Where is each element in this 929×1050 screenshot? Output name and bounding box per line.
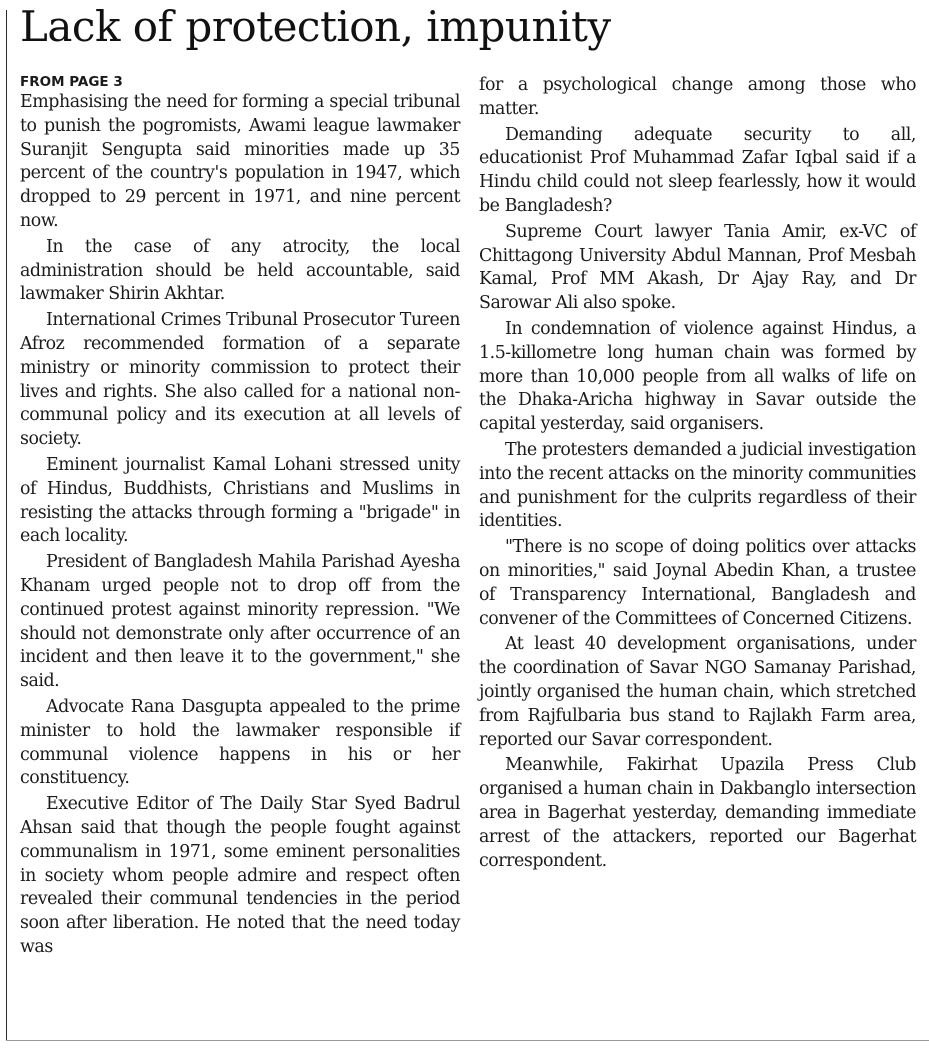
bottom-rule	[6, 1040, 929, 1041]
paragraph: Meanwhile, Fakirhat Upazila Press Club organised a human chain in Dakbanglo intersection area in Bagerhat yesterday, demanding immediate arrest of the attackers, reported our Bagerhat correspondent.	[479, 755, 916, 871]
kicker: FROM PAGE 3	[20, 74, 123, 90]
paragraph: In condemnation of violence against Hindus, a 1.5-killometre long human chain was formed by more than 10,000 people from all walks of life on the Dhaka-Aricha highway in Savar outside the capital yesterday, said organisers.	[479, 318, 916, 435]
paragraph: Emphasising the need for forming a special tribunal to punish the pogromists, Awami league lawmaker Suranjit Sengupta said minorities made up 35 percent of the country's population in 1947, which dropped to 29 percent in 1971, and nine percent now.	[20, 92, 460, 231]
paragraph: Executive Editor of The Daily Star Syed Badrul Ahsan said that though the people fought against communalism in 1971, some eminent personalities in society whom people admire and respect often revealed their communal tendencies in the period soon after liberation. He noted that the need today was	[20, 794, 460, 957]
left-column-rule	[6, 10, 7, 1040]
right-column	[479, 74, 916, 875]
headline: Lack of protection, impunity	[20, 2, 611, 51]
paragraph: In the case of any atrocity, the local administration should be held accountable, said lawmaker Shirin Akhtar.	[20, 236, 460, 305]
paragraph: President of Bangladesh Mahila Parishad Ayesha Khanam urged people not to drop off from the continued protest against minority repression. "We should not demonstrate only after occurrence of an incident and then leave it to the government," she said.	[20, 552, 460, 692]
paragraph: The protesters demanded a judicial investigation into the recent attacks on the minority communities and punishment for the culprits regardless of their identities.	[479, 439, 916, 532]
paragraph: Supreme Court lawyer Tania Amir, ex-VC of Chittagong University Abdul Mannan, Prof Mesbah Kamal, Prof MM Akash, Dr Ajay Ray, and Dr Sarowar Ali also spoke.	[479, 221, 916, 314]
paragraph: International Crimes Tribunal Prosecutor Tureen Afroz recommended formation of a separate ministry or minority commission to protect their lives and rights. She also called for a national non-communal policy and its execution at all levels of society.	[20, 310, 460, 450]
paragraph: Demanding adequate security to all, educationist Prof Muhammad Zafar Iqbal said if a Hindu child could not sleep fearlessly, how it would be Bangladesh?	[479, 124, 916, 216]
paragraph: At least 40 development organisations, under the coordination of Savar NGO Samanay Parishad, jointly organised the human chain, which stretched from Rajfulbaria bus stand to Rajlakh Farm area, reported our Savar correspondent.	[479, 634, 916, 750]
paragraph: "There is no scope of doing politics over attacks on minorities," said Joynal Abedin Khan, a trustee of Transparency International, Bangladesh and convener of the Committees of Concerned Citizens.	[479, 537, 916, 629]
paragraph: Advocate Rana Dasgupta appealed to the prime minister to hold the lawmaker responsible if communal violence happens in his or her constituency.	[20, 696, 460, 789]
paragraph-continued: for a psychological change among those who matter.	[479, 75, 916, 119]
left-column	[20, 74, 460, 962]
paragraph: Eminent journalist Kamal Lohani stressed unity of Hindus, Buddhists, Christians and Muslims in resisting the attacks through forming a "brigade" in each locality.	[20, 454, 460, 547]
